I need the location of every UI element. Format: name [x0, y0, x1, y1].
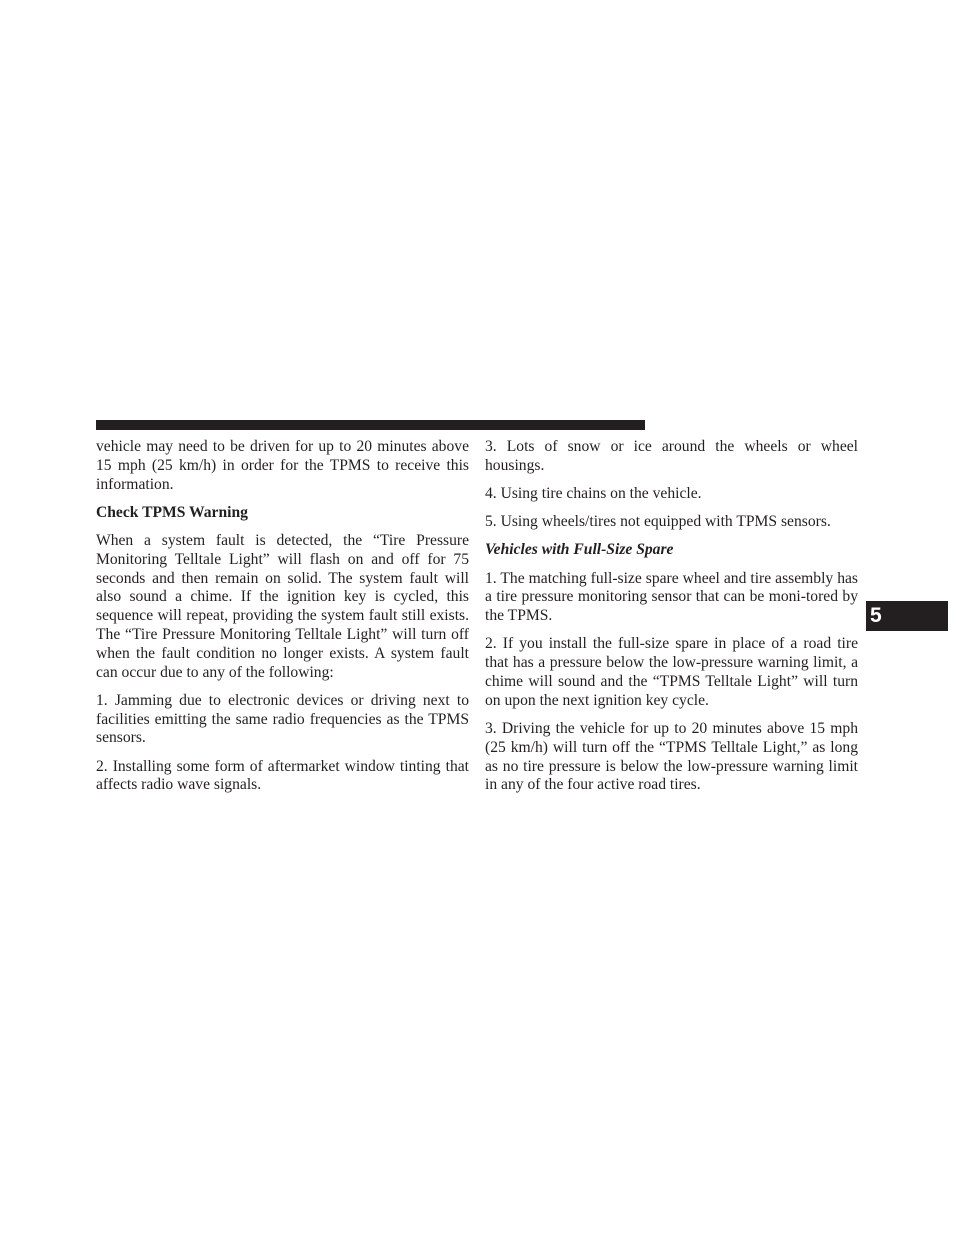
sub-heading: Vehicles with Full-Size Spare [485, 541, 674, 559]
list-item: 3. Lots of snow or ice around the wheels or wheel housings. [485, 438, 858, 474]
list-item: 4. Using tire chains on the vehicle. [485, 484, 702, 502]
left-column [96, 438, 469, 805]
list-item: 3. Driving the vehicle for up to 20 minutes above 15 mph (25 km/h) will turn off the “TPMS Telltale Light,” as long as no tire pressure is below the low-pressure warning limit in any of the four active road tires. [485, 719, 858, 794]
header-rule [96, 420, 645, 430]
right-column [485, 438, 858, 804]
intro-paragraph: vehicle may need to be driven for up to 20 minutes above 15 mph (25 km/h) in order for the TPMS to receive this information. [96, 438, 469, 493]
chapter-tab: 5 [866, 601, 948, 631]
body-paragraph: When a system fault is detected, the “Tire Pressure Monitoring Telltale Light” will flash on and off for 75 seconds and then remain on solid. The system fault will also sound a chime. If the ignition key is cycled, this sequence will repeat, providing the system fault still exists. The “Tire Pressure Monitoring Telltale Light” will turn off when the fault condition no longer exists. A system fault can occur due to any of the following: [96, 531, 469, 681]
list-item: 5. Using wheels/tires not equipped with TPMS sensors. [485, 513, 831, 531]
section-heading: Check TPMS Warning [96, 503, 248, 521]
list-item: 2. Installing some form of aftermarket window tinting that affects radio wave signals. [96, 757, 469, 794]
list-item: 1. The matching full-size spare wheel and tire assembly has a tire pressure monitoring sensor that can be moni-tored by the TPMS. [485, 569, 858, 625]
list-item: 1. Jamming due to electronic devices or driving next to facilities emitting the same radio frequencies as the TPMS sensors. [96, 691, 469, 747]
list-item: 2. If you install the full-size spare in place of a road tire that has a pressure below the low-pressure warning limit, a chime will sound and the “TPMS Telltale Light” will turn on upon the next ignition key cycle. [485, 635, 858, 709]
